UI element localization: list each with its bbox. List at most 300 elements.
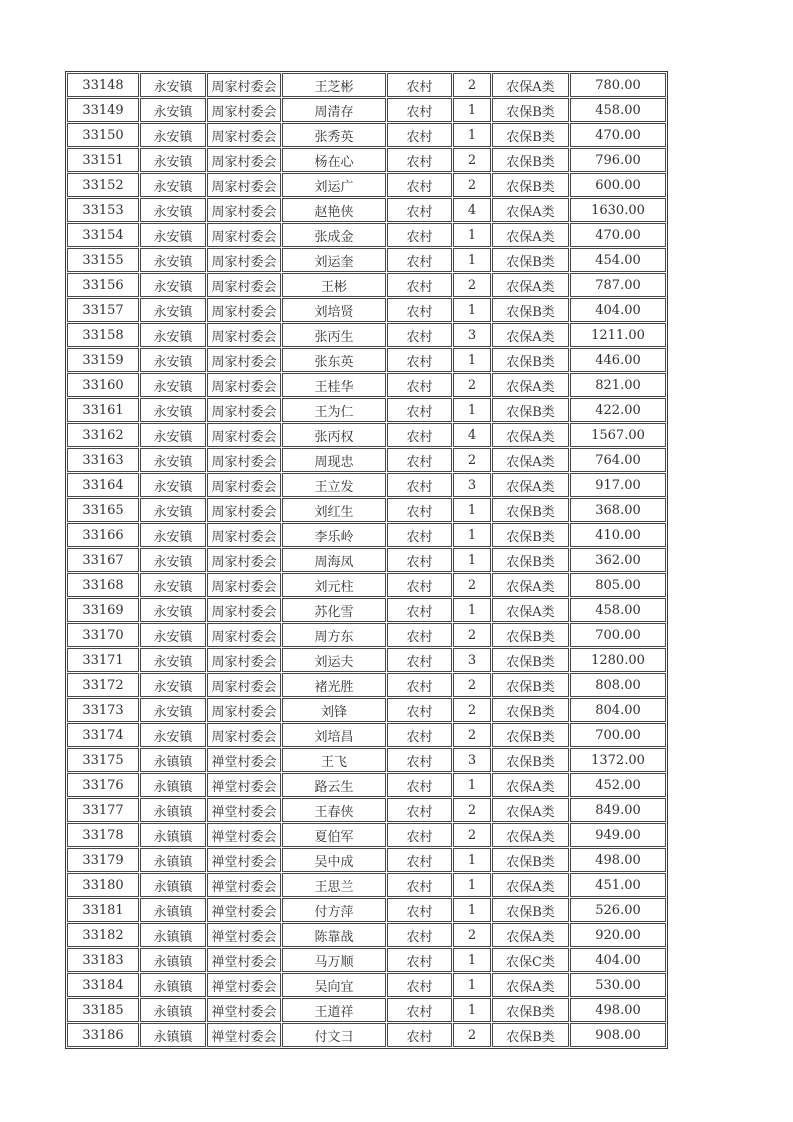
table-cell-insurance-category: 农保A类 xyxy=(492,773,569,797)
table-cell-record-id: 33160 xyxy=(67,373,139,397)
table-cell-village-committee: 周家村委会 xyxy=(207,123,281,147)
table-cell-town: 永安镇 xyxy=(140,373,206,397)
table-cell-person-count: 1 xyxy=(453,773,491,797)
table-cell-person-name: 王道祥 xyxy=(282,998,386,1022)
table-cell-insurance-category: 农保A类 xyxy=(492,473,569,497)
table-cell-person-count: 3 xyxy=(453,648,491,672)
table-cell-household-type: 农村 xyxy=(387,348,452,372)
table-cell-town: 永安镇 xyxy=(140,623,206,647)
table-cell-insurance-category: 农保B类 xyxy=(492,648,569,672)
table-cell-person-count: 1 xyxy=(453,948,491,972)
table-row xyxy=(67,398,666,422)
table-cell-household-type: 农村 xyxy=(387,923,452,947)
table-cell-village-committee: 周家村委会 xyxy=(207,648,281,672)
table-cell-person-count: 1 xyxy=(453,523,491,547)
table-cell-record-id: 33184 xyxy=(67,973,139,997)
table-cell-town: 永安镇 xyxy=(140,73,206,97)
table-cell-record-id: 33171 xyxy=(67,648,139,672)
table-cell-town: 永安镇 xyxy=(140,473,206,497)
table-cell-village-committee: 周家村委会 xyxy=(207,273,281,297)
table-cell-household-type: 农村 xyxy=(387,148,452,172)
table-cell-amount: 787.00 xyxy=(570,273,666,297)
table-cell-person-name: 刘培昌 xyxy=(282,723,386,747)
table-cell-person-name: 刘运夫 xyxy=(282,648,386,672)
table-cell-village-committee: 周家村委会 xyxy=(207,298,281,322)
table-cell-town: 永安镇 xyxy=(140,323,206,347)
table-cell-household-type: 农村 xyxy=(387,598,452,622)
table-cell-record-id: 33179 xyxy=(67,848,139,872)
table-cell-person-count: 1 xyxy=(453,598,491,622)
table-cell-person-count: 3 xyxy=(453,748,491,772)
table-cell-town: 永安镇 xyxy=(140,98,206,122)
table-cell-person-count: 2 xyxy=(453,173,491,197)
table-cell-amount: 908.00 xyxy=(570,1023,666,1047)
table-cell-amount: 1567.00 xyxy=(570,423,666,447)
table-cell-town: 永安镇 xyxy=(140,648,206,672)
table-row xyxy=(67,723,666,747)
table-cell-amount: 1211.00 xyxy=(570,323,666,347)
table-row xyxy=(67,173,666,197)
table-cell-amount: 780.00 xyxy=(570,73,666,97)
table-cell-record-id: 33176 xyxy=(67,773,139,797)
table-cell-village-committee: 周家村委会 xyxy=(207,423,281,447)
table-cell-record-id: 33169 xyxy=(67,598,139,622)
table-cell-household-type: 农村 xyxy=(387,548,452,572)
table-cell-person-name: 王为仁 xyxy=(282,398,386,422)
table-cell-town: 永镇镇 xyxy=(140,923,206,947)
table-row xyxy=(67,348,666,372)
table-row xyxy=(67,148,666,172)
table-cell-insurance-category: 农保A类 xyxy=(492,223,569,247)
table-cell-insurance-category: 农保B类 xyxy=(492,98,569,122)
table-cell-person-name: 路云生 xyxy=(282,773,386,797)
table-cell-person-count: 1 xyxy=(453,398,491,422)
table-row xyxy=(67,123,666,147)
table-cell-village-committee: 周家村委会 xyxy=(207,473,281,497)
table-cell-record-id: 33162 xyxy=(67,423,139,447)
table-cell-village-committee: 禅堂村委会 xyxy=(207,773,281,797)
table-cell-village-committee: 禅堂村委会 xyxy=(207,923,281,947)
table-cell-record-id: 33170 xyxy=(67,623,139,647)
table-cell-insurance-category: 农保A类 xyxy=(492,973,569,997)
table-cell-household-type: 农村 xyxy=(387,423,452,447)
table-cell-insurance-category: 农保B类 xyxy=(492,523,569,547)
table-cell-record-id: 33177 xyxy=(67,798,139,822)
table-cell-insurance-category: 农保A类 xyxy=(492,373,569,397)
table-cell-village-committee: 周家村委会 xyxy=(207,573,281,597)
table-cell-town: 永安镇 xyxy=(140,723,206,747)
table-cell-village-committee: 周家村委会 xyxy=(207,448,281,472)
table-row xyxy=(67,323,666,347)
table-cell-insurance-category: 农保B类 xyxy=(492,298,569,322)
table-cell-household-type: 农村 xyxy=(387,248,452,272)
table-cell-person-name: 吴向宜 xyxy=(282,973,386,997)
table-cell-record-id: 33180 xyxy=(67,873,139,897)
table-cell-town: 永安镇 xyxy=(140,273,206,297)
table-row xyxy=(67,998,666,1022)
table-cell-village-committee: 周家村委会 xyxy=(207,723,281,747)
table-cell-record-id: 33175 xyxy=(67,748,139,772)
table-cell-household-type: 农村 xyxy=(387,848,452,872)
table-cell-person-name: 张丙生 xyxy=(282,323,386,347)
table-cell-amount: 796.00 xyxy=(570,148,666,172)
table-cell-household-type: 农村 xyxy=(387,198,452,222)
table-row xyxy=(67,748,666,772)
table-cell-amount: 498.00 xyxy=(570,998,666,1022)
table-row xyxy=(67,248,666,272)
table-cell-record-id: 33154 xyxy=(67,223,139,247)
table-row xyxy=(67,273,666,297)
table-cell-town: 永安镇 xyxy=(140,673,206,697)
table-cell-village-committee: 禅堂村委会 xyxy=(207,1023,281,1047)
table-cell-town: 永镇镇 xyxy=(140,823,206,847)
table-cell-record-id: 33151 xyxy=(67,148,139,172)
table-cell-household-type: 农村 xyxy=(387,1023,452,1047)
table-cell-household-type: 农村 xyxy=(387,823,452,847)
table-cell-record-id: 33159 xyxy=(67,348,139,372)
table-cell-person-name: 刘元柱 xyxy=(282,573,386,597)
table-cell-person-name: 周清存 xyxy=(282,98,386,122)
table-cell-amount: 821.00 xyxy=(570,373,666,397)
table-cell-amount: 404.00 xyxy=(570,948,666,972)
table-cell-person-count: 2 xyxy=(453,273,491,297)
table-cell-village-committee: 周家村委会 xyxy=(207,523,281,547)
table-cell-person-count: 3 xyxy=(453,473,491,497)
table-cell-record-id: 33149 xyxy=(67,98,139,122)
table-row xyxy=(67,923,666,947)
table-cell-person-count: 2 xyxy=(453,573,491,597)
table-cell-amount: 470.00 xyxy=(570,123,666,147)
table-row xyxy=(67,598,666,622)
table-cell-household-type: 农村 xyxy=(387,948,452,972)
table-body xyxy=(67,73,666,1047)
table-cell-insurance-category: 农保B类 xyxy=(492,998,569,1022)
table-cell-village-committee: 周家村委会 xyxy=(207,623,281,647)
table-cell-village-committee: 周家村委会 xyxy=(207,198,281,222)
table-cell-person-name: 张丙权 xyxy=(282,423,386,447)
table-cell-person-count: 2 xyxy=(453,148,491,172)
table-cell-person-name: 李乐岭 xyxy=(282,523,386,547)
table-cell-insurance-category: 农保A类 xyxy=(492,923,569,947)
table-cell-person-count: 1 xyxy=(453,873,491,897)
table-row xyxy=(67,423,666,447)
table-cell-person-count: 1 xyxy=(453,548,491,572)
table-cell-person-name: 吴中成 xyxy=(282,848,386,872)
table-cell-record-id: 33166 xyxy=(67,523,139,547)
table-cell-record-id: 33181 xyxy=(67,898,139,922)
table-cell-amount: 526.00 xyxy=(570,898,666,922)
table-cell-town: 永安镇 xyxy=(140,398,206,422)
table-cell-village-committee: 周家村委会 xyxy=(207,248,281,272)
table-cell-person-name: 王立发 xyxy=(282,473,386,497)
table-cell-person-name: 褚光胜 xyxy=(282,673,386,697)
table-cell-village-committee: 周家村委会 xyxy=(207,323,281,347)
table-row xyxy=(67,523,666,547)
table-cell-village-committee: 周家村委会 xyxy=(207,398,281,422)
table-cell-household-type: 农村 xyxy=(387,798,452,822)
table-cell-amount: 470.00 xyxy=(570,223,666,247)
table-cell-person-name: 马万顺 xyxy=(282,948,386,972)
table-cell-insurance-category: 农保B类 xyxy=(492,123,569,147)
table-cell-record-id: 33183 xyxy=(67,948,139,972)
table-row xyxy=(67,548,666,572)
table-cell-person-count: 4 xyxy=(453,423,491,447)
table-cell-household-type: 农村 xyxy=(387,473,452,497)
table-cell-amount: 808.00 xyxy=(570,673,666,697)
table-cell-amount: 949.00 xyxy=(570,823,666,847)
table-cell-town: 永安镇 xyxy=(140,548,206,572)
table-cell-town: 永镇镇 xyxy=(140,898,206,922)
table-cell-village-committee: 禅堂村委会 xyxy=(207,873,281,897)
table-cell-record-id: 33185 xyxy=(67,998,139,1022)
table-cell-village-committee: 禅堂村委会 xyxy=(207,898,281,922)
table-cell-household-type: 农村 xyxy=(387,873,452,897)
table-cell-insurance-category: 农保B类 xyxy=(492,1023,569,1047)
table-cell-person-count: 2 xyxy=(453,373,491,397)
table-cell-person-count: 1 xyxy=(453,223,491,247)
table-cell-insurance-category: 农保B类 xyxy=(492,348,569,372)
table-cell-town: 永镇镇 xyxy=(140,948,206,972)
table-row xyxy=(67,73,666,97)
table-cell-person-name: 杨在心 xyxy=(282,148,386,172)
table-cell-town: 永镇镇 xyxy=(140,998,206,1022)
table-cell-insurance-category: 农保B类 xyxy=(492,148,569,172)
table-row xyxy=(67,373,666,397)
table-cell-person-name: 王思兰 xyxy=(282,873,386,897)
table-cell-amount: 498.00 xyxy=(570,848,666,872)
table-cell-person-name: 夏伯军 xyxy=(282,823,386,847)
table-cell-person-count: 2 xyxy=(453,1023,491,1047)
table-cell-town: 永安镇 xyxy=(140,573,206,597)
table-cell-person-count: 1 xyxy=(453,348,491,372)
table-cell-person-name: 周方东 xyxy=(282,623,386,647)
table-cell-amount: 362.00 xyxy=(570,548,666,572)
table-cell-insurance-category: 农保A类 xyxy=(492,573,569,597)
table-cell-insurance-category: 农保B类 xyxy=(492,848,569,872)
table-cell-insurance-category: 农保B类 xyxy=(492,673,569,697)
table-cell-record-id: 33148 xyxy=(67,73,139,97)
table-cell-town: 永安镇 xyxy=(140,173,206,197)
table-cell-insurance-category: 农保B类 xyxy=(492,498,569,522)
table-cell-town: 永镇镇 xyxy=(140,773,206,797)
table-cell-village-committee: 禅堂村委会 xyxy=(207,848,281,872)
table-row xyxy=(67,823,666,847)
table-cell-town: 永镇镇 xyxy=(140,873,206,897)
table-row xyxy=(67,473,666,497)
table-cell-person-name: 刘运广 xyxy=(282,173,386,197)
table-cell-person-count: 2 xyxy=(453,823,491,847)
table-cell-amount: 804.00 xyxy=(570,698,666,722)
table-cell-person-name: 王飞 xyxy=(282,748,386,772)
table-cell-insurance-category: 农保A类 xyxy=(492,273,569,297)
table-cell-household-type: 农村 xyxy=(387,748,452,772)
table-cell-insurance-category: 农保B类 xyxy=(492,898,569,922)
table-row xyxy=(67,973,666,997)
table-row xyxy=(67,298,666,322)
table-row xyxy=(67,648,666,672)
table-cell-record-id: 33161 xyxy=(67,398,139,422)
table-cell-amount: 446.00 xyxy=(570,348,666,372)
table-cell-town: 永安镇 xyxy=(140,298,206,322)
table-cell-amount: 805.00 xyxy=(570,573,666,597)
table-cell-town: 永安镇 xyxy=(140,148,206,172)
table-cell-household-type: 农村 xyxy=(387,73,452,97)
table-cell-insurance-category: 农保A类 xyxy=(492,198,569,222)
table-cell-household-type: 农村 xyxy=(387,998,452,1022)
table-cell-town: 永安镇 xyxy=(140,248,206,272)
table-cell-record-id: 33172 xyxy=(67,673,139,697)
table-cell-insurance-category: 农保B类 xyxy=(492,398,569,422)
table-cell-village-committee: 周家村委会 xyxy=(207,348,281,372)
table-cell-village-committee: 禅堂村委会 xyxy=(207,823,281,847)
table-cell-person-name: 赵艳侠 xyxy=(282,198,386,222)
table-cell-person-name: 张东英 xyxy=(282,348,386,372)
table-cell-record-id: 33153 xyxy=(67,198,139,222)
table-row xyxy=(67,498,666,522)
table-row xyxy=(67,773,666,797)
table-row xyxy=(67,573,666,597)
table-cell-amount: 700.00 xyxy=(570,723,666,747)
table-cell-person-name: 张秀英 xyxy=(282,123,386,147)
table-cell-record-id: 33182 xyxy=(67,923,139,947)
table-cell-record-id: 33164 xyxy=(67,473,139,497)
table-cell-person-count: 2 xyxy=(453,73,491,97)
table-cell-record-id: 33163 xyxy=(67,448,139,472)
table-cell-village-committee: 周家村委会 xyxy=(207,548,281,572)
table-cell-insurance-category: 农保B类 xyxy=(492,548,569,572)
table-cell-person-name: 王彬 xyxy=(282,273,386,297)
table-cell-insurance-category: 农保B类 xyxy=(492,723,569,747)
table-cell-person-count: 1 xyxy=(453,898,491,922)
benefits-roster-table xyxy=(65,71,668,1049)
table-cell-household-type: 农村 xyxy=(387,373,452,397)
table-cell-amount: 1280.00 xyxy=(570,648,666,672)
table-cell-person-name: 苏化雪 xyxy=(282,598,386,622)
table-cell-town: 永镇镇 xyxy=(140,973,206,997)
table-cell-record-id: 33156 xyxy=(67,273,139,297)
table-cell-amount: 1372.00 xyxy=(570,748,666,772)
table-row xyxy=(67,1023,666,1047)
table-cell-village-committee: 周家村委会 xyxy=(207,173,281,197)
table-cell-amount: 458.00 xyxy=(570,98,666,122)
table-cell-household-type: 农村 xyxy=(387,498,452,522)
table-cell-person-count: 1 xyxy=(453,848,491,872)
table-cell-amount: 458.00 xyxy=(570,598,666,622)
table-cell-person-count: 1 xyxy=(453,498,491,522)
table-cell-person-count: 2 xyxy=(453,673,491,697)
table-cell-amount: 917.00 xyxy=(570,473,666,497)
table-cell-insurance-category: 农保A类 xyxy=(492,598,569,622)
table-cell-household-type: 农村 xyxy=(387,173,452,197)
table-cell-amount: 452.00 xyxy=(570,773,666,797)
table-cell-insurance-category: 农保C类 xyxy=(492,948,569,972)
table-cell-insurance-category: 农保A类 xyxy=(492,798,569,822)
table-cell-insurance-category: 农保A类 xyxy=(492,73,569,97)
table-cell-record-id: 33168 xyxy=(67,573,139,597)
table-cell-record-id: 33178 xyxy=(67,823,139,847)
table-cell-amount: 454.00 xyxy=(570,248,666,272)
table-cell-amount: 700.00 xyxy=(570,623,666,647)
table-cell-household-type: 农村 xyxy=(387,523,452,547)
table-cell-town: 永安镇 xyxy=(140,598,206,622)
table-cell-household-type: 农村 xyxy=(387,773,452,797)
table-cell-record-id: 33152 xyxy=(67,173,139,197)
table-cell-person-count: 2 xyxy=(453,698,491,722)
table-cell-household-type: 农村 xyxy=(387,323,452,347)
table-cell-amount: 368.00 xyxy=(570,498,666,522)
table-cell-town: 永镇镇 xyxy=(140,848,206,872)
table-cell-village-committee: 禅堂村委会 xyxy=(207,948,281,972)
table-cell-person-count: 2 xyxy=(453,448,491,472)
table-cell-person-count: 2 xyxy=(453,798,491,822)
table-cell-amount: 451.00 xyxy=(570,873,666,897)
table-cell-village-committee: 周家村委会 xyxy=(207,373,281,397)
table-cell-amount: 764.00 xyxy=(570,448,666,472)
table-cell-person-name: 王春侠 xyxy=(282,798,386,822)
table-cell-person-name: 周现忠 xyxy=(282,448,386,472)
table-cell-household-type: 农村 xyxy=(387,573,452,597)
table-cell-village-committee: 周家村委会 xyxy=(207,148,281,172)
table-cell-insurance-category: 农保A类 xyxy=(492,323,569,347)
table-row xyxy=(67,798,666,822)
table-cell-person-count: 2 xyxy=(453,923,491,947)
table-cell-village-committee: 禅堂村委会 xyxy=(207,973,281,997)
table-cell-village-committee: 周家村委会 xyxy=(207,98,281,122)
table-cell-town: 永镇镇 xyxy=(140,798,206,822)
table-cell-person-count: 1 xyxy=(453,298,491,322)
table-row xyxy=(67,673,666,697)
table-cell-person-count: 1 xyxy=(453,98,491,122)
table-cell-person-count: 2 xyxy=(453,723,491,747)
table-cell-record-id: 33158 xyxy=(67,323,139,347)
table-cell-record-id: 33167 xyxy=(67,548,139,572)
table-cell-town: 永安镇 xyxy=(140,523,206,547)
table-cell-person-count: 2 xyxy=(453,623,491,647)
table-cell-amount: 849.00 xyxy=(570,798,666,822)
table-cell-person-count: 1 xyxy=(453,998,491,1022)
table-cell-person-count: 1 xyxy=(453,123,491,147)
table-cell-village-committee: 禅堂村委会 xyxy=(207,798,281,822)
table-cell-insurance-category: 农保B类 xyxy=(492,748,569,772)
table-row xyxy=(67,873,666,897)
table-cell-village-committee: 周家村委会 xyxy=(207,698,281,722)
table-cell-record-id: 33173 xyxy=(67,698,139,722)
table-cell-town: 永安镇 xyxy=(140,223,206,247)
table-cell-person-count: 1 xyxy=(453,973,491,997)
table-cell-person-name: 付文彐 xyxy=(282,1023,386,1047)
table-cell-person-name: 陈靠战 xyxy=(282,923,386,947)
table-cell-town: 永安镇 xyxy=(140,498,206,522)
table-cell-town: 永安镇 xyxy=(140,698,206,722)
table-row xyxy=(67,948,666,972)
table-row xyxy=(67,898,666,922)
table-cell-household-type: 农村 xyxy=(387,723,452,747)
table-cell-household-type: 农村 xyxy=(387,648,452,672)
table-row xyxy=(67,98,666,122)
table-cell-record-id: 33155 xyxy=(67,248,139,272)
table-cell-insurance-category: 农保A类 xyxy=(492,823,569,847)
table-cell-amount: 530.00 xyxy=(570,973,666,997)
table-cell-amount: 422.00 xyxy=(570,398,666,422)
table-cell-village-committee: 周家村委会 xyxy=(207,673,281,697)
table-cell-village-committee: 周家村委会 xyxy=(207,498,281,522)
table-cell-town: 永安镇 xyxy=(140,123,206,147)
table-cell-person-count: 4 xyxy=(453,198,491,222)
table-cell-insurance-category: 农保B类 xyxy=(492,248,569,272)
table-cell-person-name: 王芝彬 xyxy=(282,73,386,97)
table-cell-household-type: 农村 xyxy=(387,298,452,322)
table-cell-household-type: 农村 xyxy=(387,898,452,922)
